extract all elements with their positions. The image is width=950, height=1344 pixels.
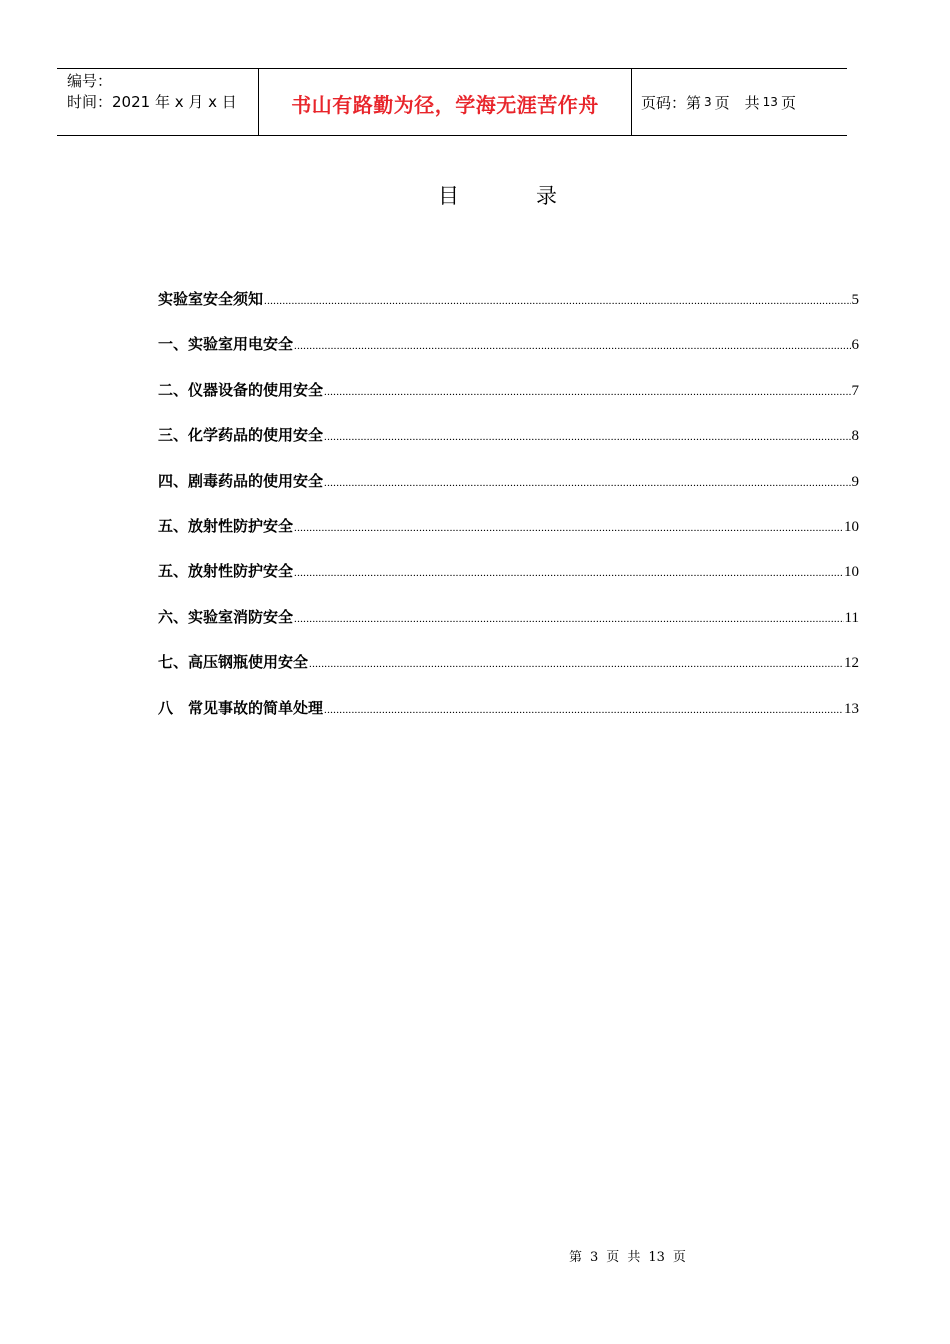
toc-leader (309, 658, 843, 670)
page-current: 3 (704, 95, 712, 109)
header-motto: 书山有路勤为径，学海无涯苦作舟 (291, 92, 599, 117)
page-total: 13 (762, 95, 778, 109)
toc-entry-label: 六、实验室消防安全 (158, 607, 294, 626)
toc-entry[interactable] (158, 515, 859, 560)
document-id-label: 编号： (67, 72, 113, 90)
toc-entry[interactable] (158, 424, 859, 469)
header-page-info (632, 69, 847, 135)
toc-entry-page: 11 (844, 609, 859, 626)
header-motto-cell (258, 69, 632, 135)
toc-entry-label: 七、高压钢瓶使用安全 (158, 653, 309, 672)
toc-entry-label: 一、实验室用电安全 (158, 335, 294, 354)
toc-entry-page: 10 (844, 564, 859, 581)
toc-entry[interactable] (158, 333, 859, 378)
toc-entry-label: 三、化学药品的使用安全 (158, 426, 324, 445)
page-mid: 页 共 (714, 93, 760, 112)
toc-entry-page: 13 (844, 700, 859, 717)
toc-leader (324, 704, 843, 716)
toc-entry-label: 八 常见事故的简单处理 (158, 698, 324, 717)
toc-leader (294, 567, 843, 579)
footer-word-4: 页 (672, 1250, 686, 1265)
page-prefix: 页码：第 (641, 93, 702, 112)
header-meta (57, 69, 258, 135)
toc-title-char-1: 目 (438, 184, 459, 208)
toc-entry-page: 6 (851, 337, 859, 354)
toc-leader (324, 386, 850, 398)
footer-total-pages: 13 (648, 1250, 665, 1265)
toc-entry-label: 四、剧毒药品的使用安全 (158, 471, 324, 490)
toc-leader (324, 477, 850, 489)
footer-word-1: 第 (569, 1250, 583, 1265)
toc-entry[interactable] (158, 288, 859, 333)
toc-entry[interactable] (158, 651, 859, 696)
page-suffix: 页 (780, 93, 796, 112)
toc-entry-label: 五、放射性防护安全 (158, 562, 294, 581)
toc-entry-page: 9 (851, 473, 859, 490)
toc-entry[interactable] (158, 560, 859, 605)
page-footer (569, 1246, 694, 1265)
table-of-contents (158, 288, 859, 742)
toc-entry[interactable] (158, 379, 859, 424)
toc-entry-page: 7 (851, 382, 859, 399)
page-header (57, 68, 847, 136)
toc-leader (264, 295, 850, 307)
toc-leader (294, 613, 844, 625)
toc-entry-label: 二、仪器设备的使用安全 (158, 380, 324, 399)
toc-entry[interactable] (158, 697, 859, 742)
footer-word-3: 共 (627, 1250, 641, 1265)
toc-entry-page: 12 (844, 655, 859, 672)
toc-entry-page: 8 (851, 428, 859, 445)
toc-title-char-2: 录 (536, 184, 557, 208)
footer-current-page: 3 (590, 1250, 599, 1265)
toc-entry-page: 5 (851, 292, 859, 308)
footer-word-2: 页 (606, 1250, 620, 1265)
toc-leader (324, 431, 850, 443)
toc-leader (294, 522, 843, 534)
toc-entry[interactable] (158, 470, 859, 515)
toc-entry-label: 五、放射性防护安全 (158, 516, 294, 535)
toc-entry-page: 10 (844, 518, 859, 535)
document-date: 时间：2021 年 x 月 x 日 (67, 93, 237, 111)
toc-entry-label: 实验室安全须知 (158, 290, 264, 308)
toc-leader (294, 340, 850, 352)
toc-entry[interactable] (158, 606, 859, 651)
